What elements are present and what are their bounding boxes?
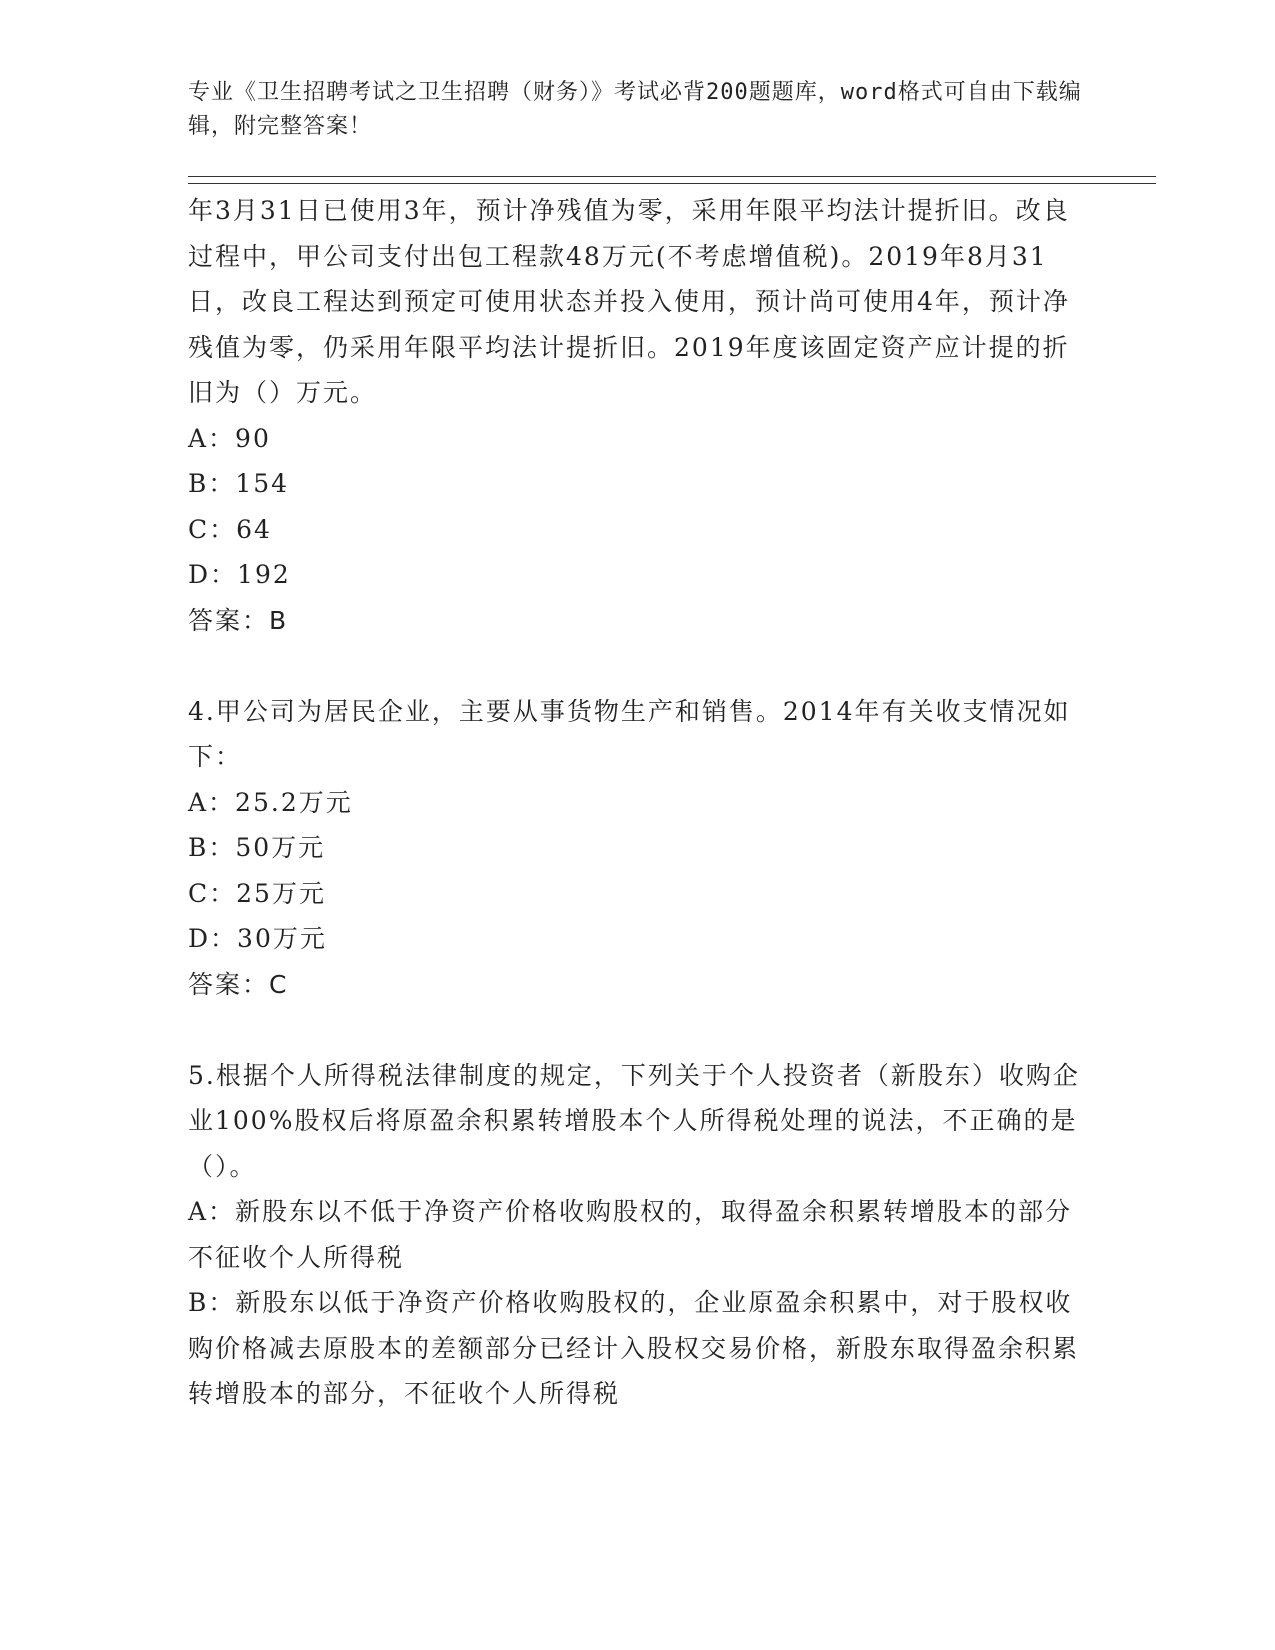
question-4	[188, 689, 1088, 1008]
option-b: B：50万元	[188, 833, 326, 862]
document-body	[188, 188, 1088, 1417]
option-a: A：新股东以不低于净资产价格收购股权的，取得盈余积累转增股本的部分不征收个人所得税	[188, 1197, 1073, 1272]
question-stem: 年3月31日已使用3年，预计净残值为零，采用年限平均法计提折旧。改良过程中，甲公司支付出包工程款48万元(不考虑增值税)。2019年8月31日，改良工程达到预定可使用状态并投入使用，预计尚可使用4年，预计净残值为零，仍采用年限平均法计提折旧。2019年度该固定资产应计提的折旧为（）万元。	[188, 196, 1070, 407]
question-3	[188, 188, 1088, 643]
option-c: C：64	[188, 514, 272, 544]
question-stem: 5.根据个人所得税法律制度的规定，下列关于个人投资者（新股东）收购企业100%股权后将原盈余积累转增股本个人所得税处理的说法，不正确的是（）。	[188, 1060, 1080, 1181]
option-c: C：25万元	[188, 878, 326, 908]
question-stem: 4.甲公司为居民企业，主要从事货物生产和销售。2014年有关收支情况如下：	[188, 696, 1071, 771]
option-b: B：154	[188, 469, 290, 498]
header-title: 专业《卫生招聘考试之卫生招聘（财务）》考试必背200题题库，word格式可自由下载编辑，附完整答案！	[188, 80, 1082, 139]
answer: 答案：C	[188, 969, 289, 999]
header-divider-top	[188, 176, 1156, 177]
header-divider-bottom	[188, 183, 1156, 184]
question-5	[188, 1053, 1088, 1417]
option-a: A：90	[188, 423, 271, 453]
spacer	[188, 643, 1088, 689]
answer: 答案：B	[188, 605, 289, 635]
document-header	[188, 76, 1088, 144]
option-d: D：192	[188, 560, 291, 589]
spacer	[188, 1007, 1088, 1053]
option-b: B：新股东以低于净资产价格收购股权的，企业原盈余积累中，对于股权收购价格减去原股本的差额部分已经计入股权交易价格，新股东取得盈余积累转增股本的部分，不征收个人所得税	[188, 1288, 1080, 1408]
option-d: D：30万元	[188, 924, 327, 953]
option-a: A：25.2万元	[188, 787, 353, 817]
